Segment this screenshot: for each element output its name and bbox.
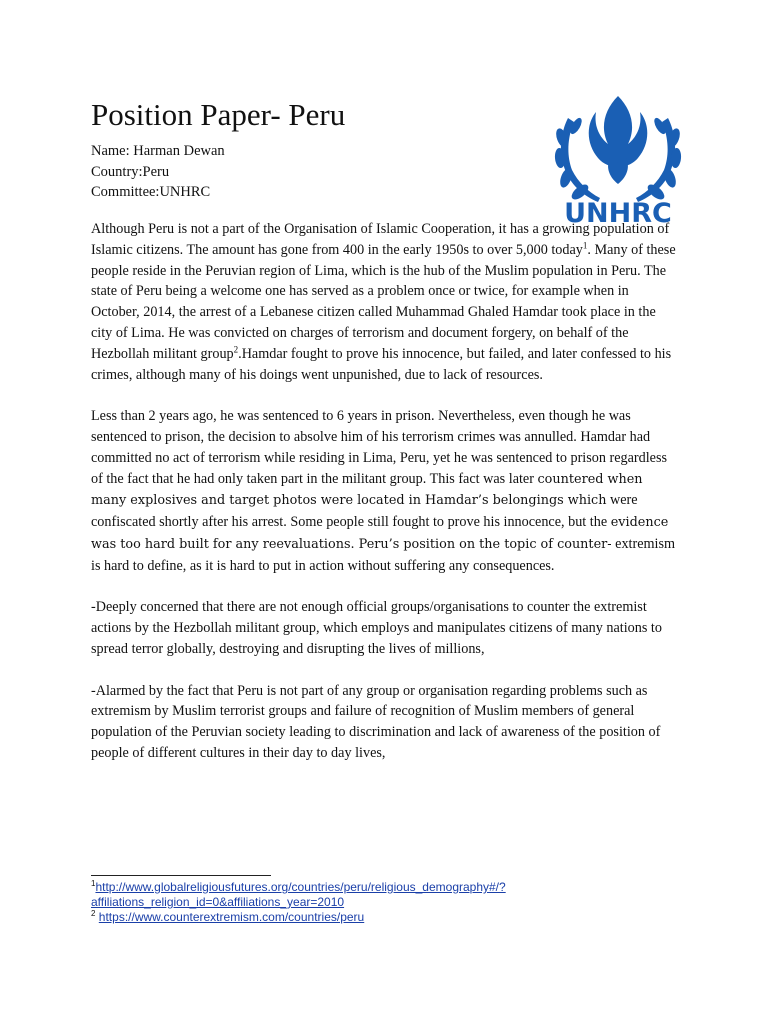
paragraph-2-text-a: Less than 2 years ago, he was sentenced to 6 years in prison. Nevertheless, even though he was sentenced to prison, the decision to absolve him of his terrorism crimes was annulled. Hamdar had committed no act of terrorism while residing in Lima, Peru, yet he was sentenced to prison regardless of the fact that he had only taken part in the militant group. This fact was later (91, 408, 668, 487)
meta-name: Name: Harman Dewan (91, 143, 225, 159)
footnote-link-1[interactable]: http://www.globalreligiousfutures.org/countries/peru/religious_demography#/?affiliations_religion_id=0&affiliations_year=2010 (91, 880, 506, 909)
paragraph-2-text-e: extremism is hard to define, as it is hard to put in action without suffering any consequences. (91, 535, 676, 574)
paragraph-1-text-a: Although Peru is not a part of the Organisation of Islamic Cooperation, it has a growing population of Islamic citizens. The amount has gone from 400 in the early 1950s to over 5,000 today (91, 221, 670, 258)
paragraph-1 (91, 219, 679, 385)
meta-country: Country:Peru (91, 163, 170, 180)
paragraph-2-text-c: were confiscated shortly after his arrest. Some people still fought to prove his innocence, but the (91, 492, 638, 531)
footnote-mark-1: 1 (91, 879, 96, 888)
footnote-mark-2: 2 (91, 909, 96, 918)
paragraph-2-text-b: countered when many explosives and target photos were located in Hamdar’s belongings which (91, 471, 643, 509)
footnote-divider (91, 875, 271, 876)
author-meta (91, 141, 225, 203)
footnotes (91, 880, 691, 925)
paragraph-4: -Alarmed by the fact that Peru is not part of any group or organisation regarding problems such as extremism by Muslim terrorist groups and failure of recognition of Muslim members of general population of the Peruvian society leading to discrimination and lack of awareness of the position of people of different cultures in their day to day lives, (91, 682, 661, 761)
unhrc-logo-icon (548, 88, 688, 230)
footnote-1 (91, 880, 691, 910)
paragraph-2 (91, 406, 679, 576)
footnote-link-2[interactable]: https://www.counterextremism.com/countries/peru (98, 910, 365, 924)
document-body (91, 219, 679, 785)
footnote-ref-1[interactable]: 1 (582, 240, 588, 251)
paragraph-3: -Deeply concerned that there are not enough official groups/organisations to counter the extremist actions by the Hezbollah militant group, which employs and manipulates citizens of many nations to spread terror globally, destroying and disrupting the lives of millions, (91, 599, 662, 657)
paragraph-1-text-c: .Hamdar fought to prove his innocence, but failed, and later confessed to his crimes, although many of his doings went unpunished, due to lack of resources. (91, 345, 672, 383)
paragraph-1-text-b: . Many of these people reside in the Peruvian region of Lima, which is the hub of the Muslim population in Peru. The state of Peru being a welcome one has served as a problem once or twice, for example when in October, 2014, the arrest of a Lebanese citizen called Muhammad Ghaled Hamdar took place in the city of Lima. He was convicted on charges of terrorism and document forgery, on behalf of the Hezbollah militant group (91, 241, 676, 362)
paragraph-2-text-d: evidence was too hard built for any reevaluations. Peru’s position on the topic of counter- (91, 515, 669, 552)
logo-text: UNHRC (564, 198, 672, 229)
footnote-ref-2[interactable]: 2 (233, 344, 239, 355)
document-title: Position Paper- Peru (91, 97, 346, 132)
footnote-2 (91, 910, 691, 925)
meta-committee: Committee:UNHRC (91, 184, 211, 200)
